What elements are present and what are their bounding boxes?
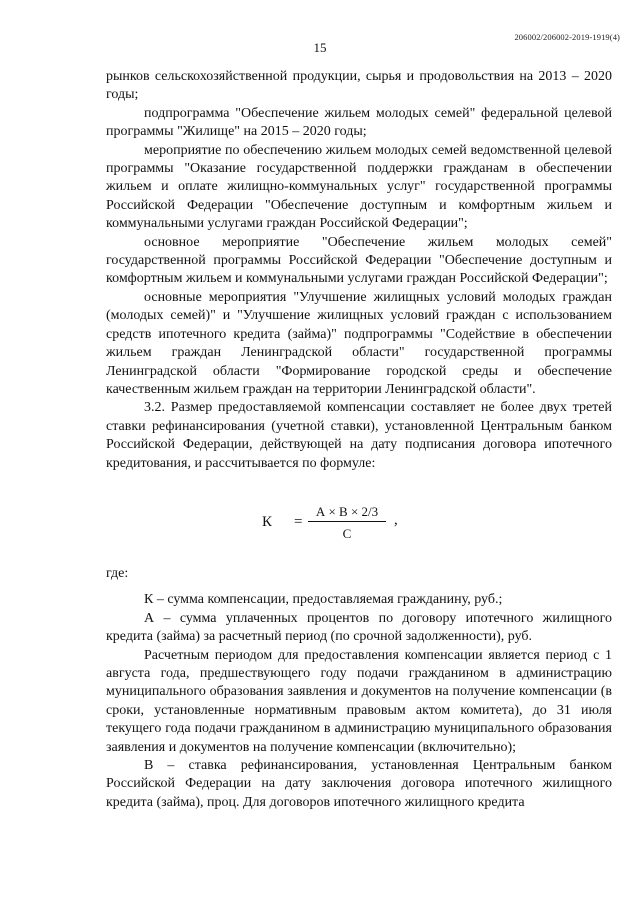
where-label: где: [106, 565, 129, 581]
formula-equals: = [294, 513, 303, 530]
document-id: 206002/206002-2019-1919(4) [514, 32, 620, 42]
paragraph: основное мероприятие "Обеспечение жильем молодых семей" государственной программы Российской Федерации "Обеспечение доступным и комфортным жильем и коммунальными услугами граждан Российской Федерации"; [106, 234, 612, 287]
formula [106, 473, 612, 565]
fraction-bar [308, 521, 386, 522]
formula-denominator: С [342, 525, 352, 541]
paragraph: К – сумма компенсации, предоставляемая гражданину, руб.; [144, 592, 503, 608]
formula-lhs: К [262, 513, 273, 530]
page-number: 15 [313, 40, 327, 55]
formula-numerator: А × В × 2/3 [315, 503, 379, 519]
paragraph: рынков сельскохозяйственной продукции, сырья и продовольствия на 2013 – 2020 годы; [106, 69, 612, 103]
paragraph: основные мероприятия "Улучшение жилищных условий молодых граждан (молодых семей)" и "Улучшение жилищных условий граждан с использованием средств ипотечного кредита (займа)" подпрограммы "Содействие в обеспечении жильем граждан Ленинградской области" государственной программы Ленинградской области "Формирование городской среды и обеспечение качественным жильем граждан на территории Ленинградской области". [106, 289, 612, 397]
paragraph: подпрограмма "Обеспечение жильем молодых семей" федеральной целевой программы "Жилище" на 2015 – 2020 годы; [106, 105, 612, 140]
paragraph: А – сумма уплаченных процентов по договору ипотечного жилищного кредита (займа) за расчетный период (по срочной задолженности), руб. [106, 610, 612, 645]
paragraph: мероприятие по обеспечению жильем молодых семей ведомственной целевой программы "Оказание государственной поддержки гражданам в обеспечении жильем и оплате жилищно-коммунальных услуг" государственной программы Российской Федерации "Обеспечение доступным и комфортным жильем и коммунальными услугами граждан Российской Федерации"; [106, 142, 612, 232]
paragraph: В – ставка рефинансирования, установленная Центральным банком Российской Федерации на дату заключения договора ипотечного жилищного кредита (займа), проц. Для договоров ипотечного жилищного кредита [106, 758, 612, 810]
paragraph: 3.2. Размер предоставляемой компенсации составляет не более двух третей ставки рефинансирования (учетной ставки), установленной Центральным банком Российской Федерации, действующей на дату подписания договора ипотечного кредитования, и рассчитывается по формуле: [106, 400, 612, 471]
formula-comma: , [394, 511, 398, 528]
paragraph: Расчетным периодом для предоставления компенсации является период с 1 августа года, предшествующего году подачи гражданином в администрацию муниципального образования заявления и документов на получение компенсации (в сроки, установленные нормативным правовым актом комитета), до 31 июля текущего года подачи гражданином в администрацию муниципального образования заявления и документов на получение компенсации (включительно); [106, 647, 612, 755]
document-body [106, 68, 612, 812]
